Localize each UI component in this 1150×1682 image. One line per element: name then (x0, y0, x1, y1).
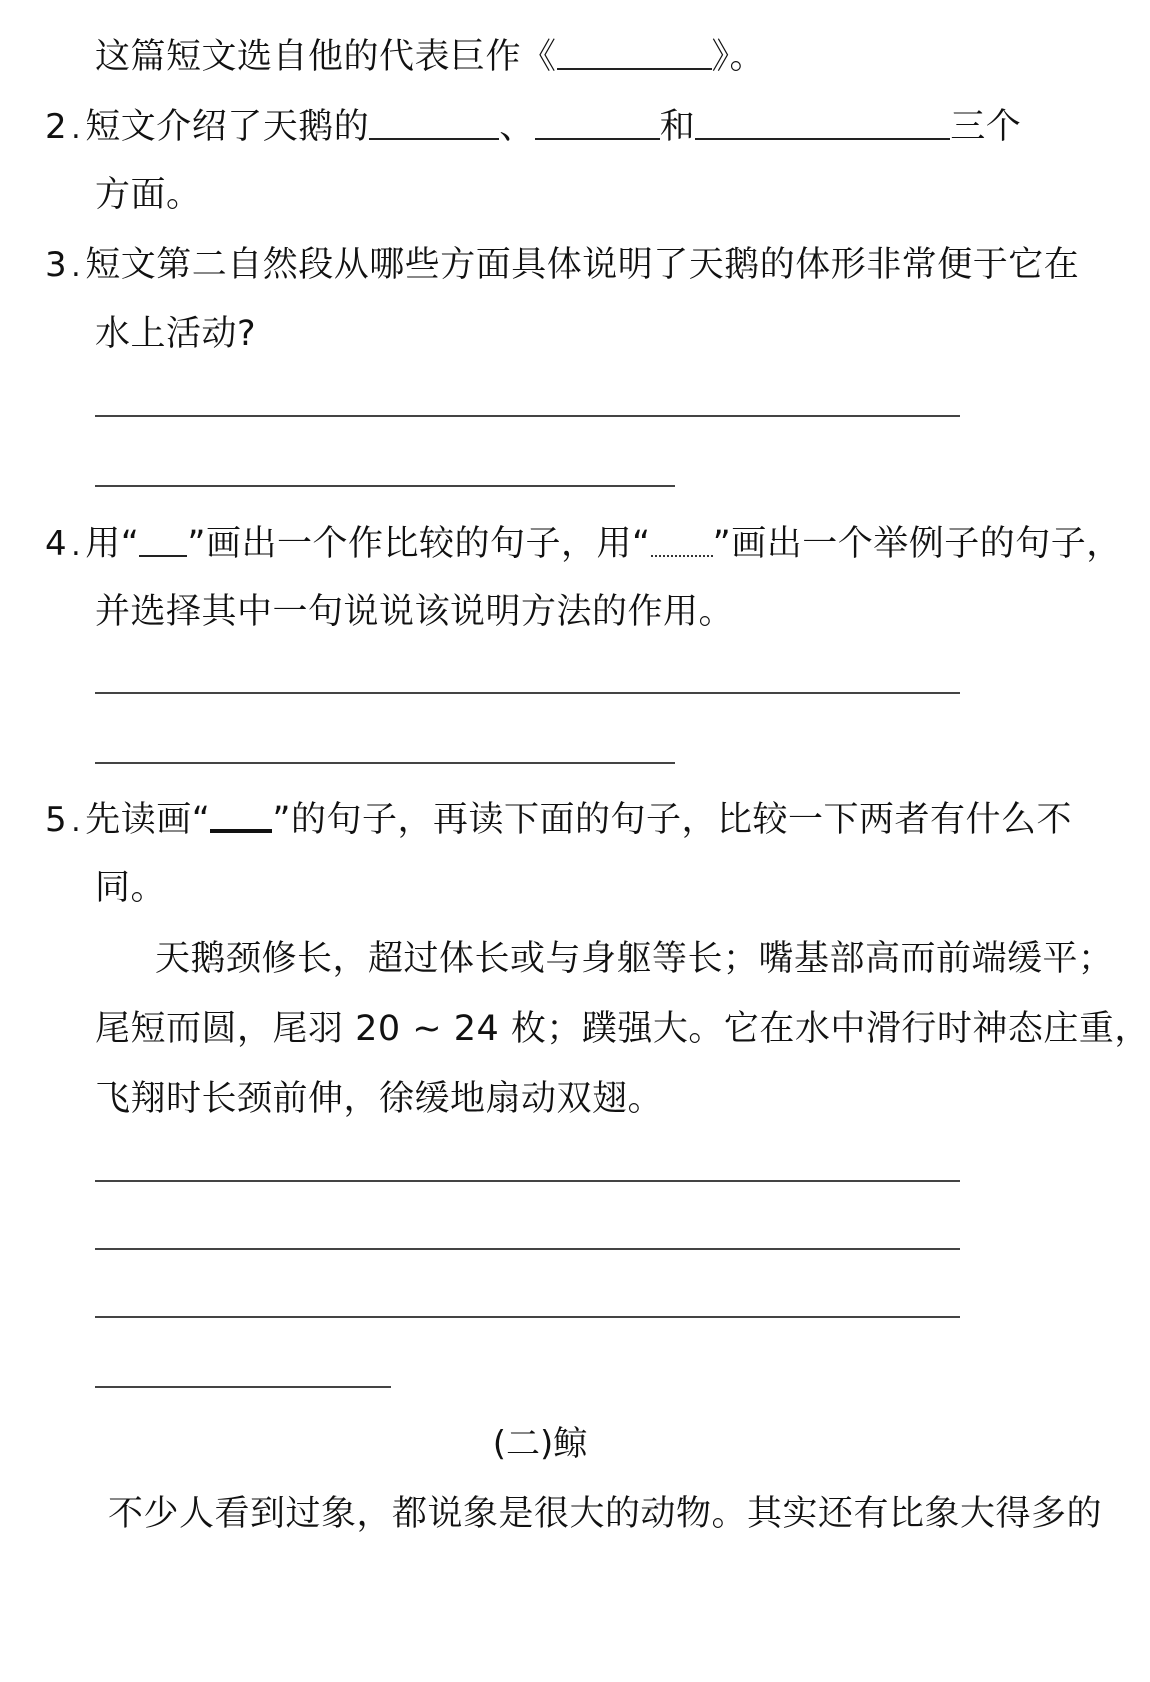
q2-separator: . (71, 111, 82, 146)
q2-number: 2 (45, 107, 68, 147)
q3-separator: . (71, 249, 82, 284)
q5-text-a: 先读画“ (85, 800, 211, 840)
q3-answer-line-1[interactable] (95, 415, 960, 417)
q5-passage-line-1: 天鹅颈修长，超过体长或与身躯等长；嘴基部高而前端缓平； (155, 939, 1114, 979)
q5-answer-line-1[interactable] (95, 1180, 960, 1182)
q5-passage-line-3: 飞翔时长颈前伸，徐缓地扇动双翅。 (95, 1079, 664, 1119)
q4-line-1 (45, 522, 1122, 568)
q2-text-c: 和 (659, 107, 696, 147)
q5-line-1 (45, 798, 1072, 844)
section-2-first-line: 不少人看到过象，都说象是很大的动物。其实还有比象大得多的 (108, 1494, 1103, 1534)
q4-wavy-line-sample (651, 525, 713, 557)
q1-answer-blank[interactable] (557, 38, 712, 70)
q1-text-after: 》。 (711, 37, 766, 77)
q2-blank-3[interactable] (695, 108, 950, 140)
q4-answer-line-2[interactable] (95, 762, 675, 764)
q4-number: 4 (45, 524, 68, 564)
q2-line-1 (45, 105, 1021, 151)
q5-answer-line-3[interactable] (95, 1316, 960, 1318)
q5-line-2: 同。 (95, 868, 167, 908)
q2-text-a: 短文介绍了天鹅的 (85, 107, 370, 147)
q2-blank-1[interactable] (369, 108, 499, 140)
q4-straight-line-sample (139, 525, 187, 557)
q1-text-before: 这篇短文选自他的代表巨作《 (95, 37, 557, 77)
q3-line-1 (45, 243, 1079, 289)
q3-answer-line-2[interactable] (95, 485, 675, 487)
section-2-title: (二)鲸 (492, 1424, 588, 1464)
q4-separator: . (71, 528, 82, 563)
q4-line-2: 并选择其中一句说说该说明方法的作用。 (95, 592, 735, 632)
q4-answer-line-1[interactable] (95, 692, 960, 694)
q5-passage-line-2: 尾短而圆，尾羽 20 ~ 24 枚；蹼强大。它在水中滑行时神态庄重， (95, 1009, 1150, 1049)
q4-text-b: ”画出一个作比较的句子，用“ (187, 524, 651, 564)
q3-text: 短文第二自然段从哪些方面具体说明了天鹅的体形非常便于它在 (85, 245, 1080, 285)
q2-line-2: 方面。 (95, 175, 202, 215)
q2-text-d: 三个 (950, 107, 1022, 147)
q5-text-b: ”的句子，再读下面的句子，比较一下两者有什么不 (272, 800, 1072, 840)
q5-thick-line-sample (210, 799, 272, 833)
q5-number: 5 (45, 800, 68, 840)
q5-separator: . (71, 804, 82, 839)
q1-tail-line (95, 35, 765, 79)
q5-answer-line-2[interactable] (95, 1248, 960, 1250)
q2-text-b: 、 (499, 107, 535, 147)
q4-text-a: 用“ (85, 524, 140, 564)
q5-answer-line-4[interactable] (95, 1386, 391, 1388)
q3-number: 3 (45, 245, 68, 285)
q2-blank-2[interactable] (535, 108, 660, 140)
q3-line-2: 水上活动? (95, 314, 257, 354)
q4-text-c: ”画出一个举例子的句子， (712, 524, 1122, 564)
